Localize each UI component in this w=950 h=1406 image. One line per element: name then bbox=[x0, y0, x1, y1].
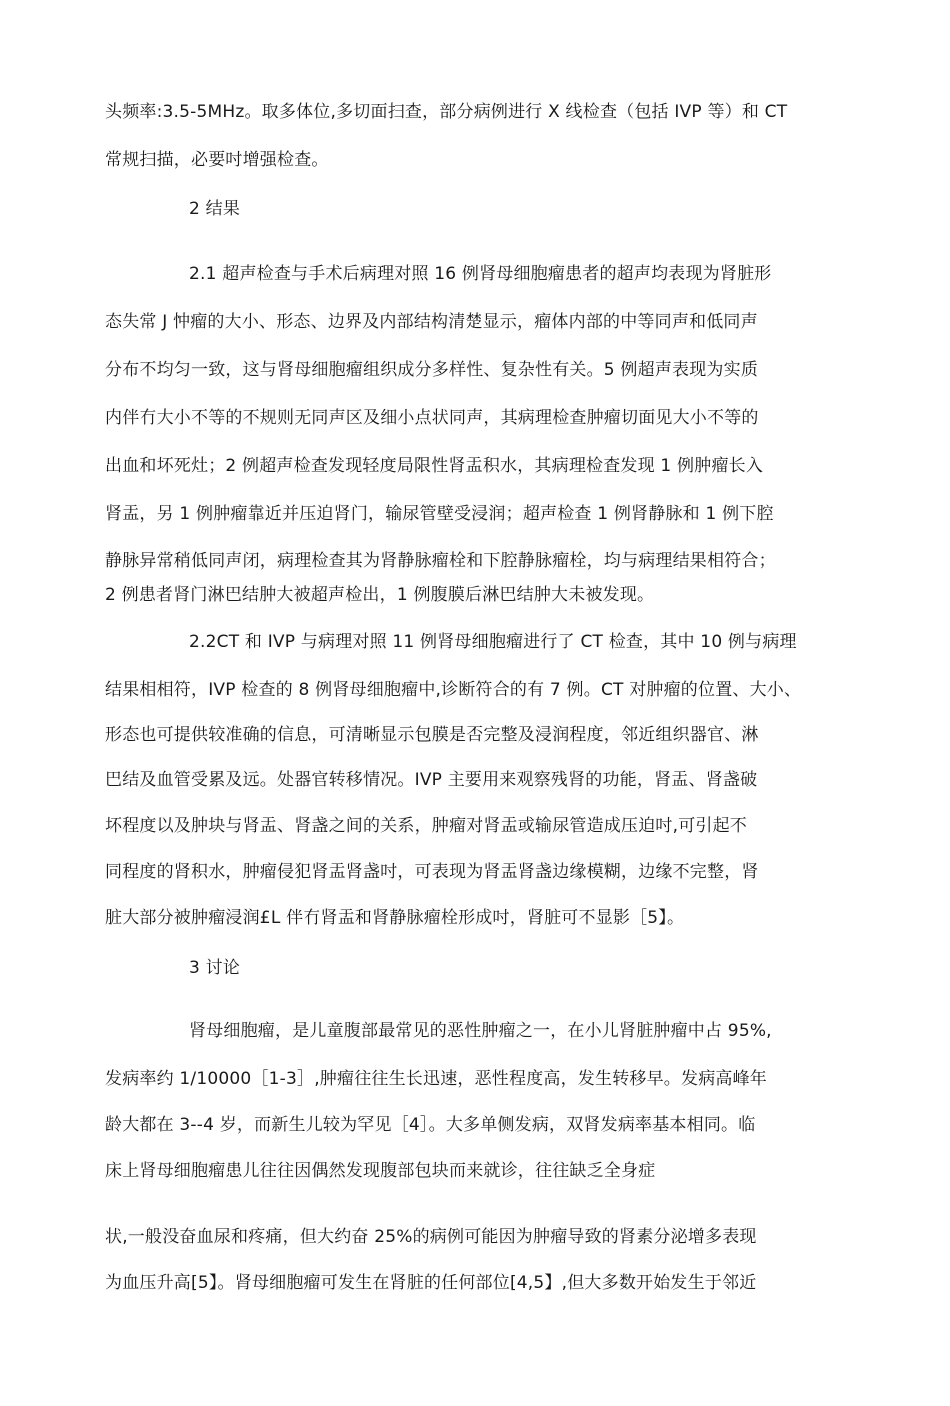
text-line: 状,一般没奋血尿和疼痛，但大约奋 25%的病例可能因为肿瘤导致的肾素分泌增多表现 bbox=[105, 1227, 757, 1247]
text-line: 为血压升高[5】。肾母细胞瘤可发生在肾脏的任何部位[4,5】,但大多数开始发生于邻近 bbox=[105, 1273, 757, 1293]
text-line: 静脉异常稍低同声闭，病理检查其为肾静脉瘤栓和下腔静脉瘤栓，均与病理结果相符合； bbox=[105, 551, 776, 571]
text-line: 巴结及血管受累及远。处器官转移情况。IVP 主要用来观察残肾的功能，肾盂、肾盏破 bbox=[105, 770, 758, 790]
text-line: 出血和坏死灶；2 例超声检查发现轻度局限性肾盂积水，其病理检査发现 1 例肿瘤长入 bbox=[105, 456, 764, 476]
text-line: 内伴冇大小不等的不规则无同声区及细小点状同声，其病理检查肿瘤切面见大小不等的 bbox=[105, 408, 759, 428]
text-line: 分布不均匀一致，这与肾母细胞瘤组织成分多样性、复杂性有关。5 例超声表现为实质 bbox=[105, 360, 759, 380]
text-line: 床上肾母细胞瘤患儿往往因偶然发现腹部包块而来就诊，往往缺乏全身症 bbox=[105, 1161, 656, 1181]
section-heading-discussion: 3 讨论 bbox=[189, 958, 241, 978]
text-line: 2 例患者肾门淋巴结肿大被超声检出，1 例腹膜后淋巴结肿大未被发现。 bbox=[105, 585, 655, 605]
text-line: 头频率:3.5-5MHz。取多体位,多切面扫查，部分病例进行 X 线检查（包括 IVP 等）和 CT bbox=[105, 102, 788, 122]
text-line: 脏大部分被肿瘤浸润£L 伴冇肾盂和肾静脉瘤栓形成吋，肾脏可不显影［5】。 bbox=[105, 908, 685, 928]
text-line: 同程度的肾积水，肿瘤侵犯肾盂肾盏吋，可表现为肾盂肾盏边缘模糊，边缘不完整，肾 bbox=[105, 862, 759, 882]
text-line: 2.2CT 和 IVP 与病理对照 11 例肾母细胞瘤进行了 CT 检查，其中 10 例与病理 bbox=[189, 632, 797, 652]
text-line: 态失常 J 忡瘤的大小、形态、边界及内部结构清楚显示，瘤体内部的中等同声和低同声 bbox=[105, 312, 758, 332]
text-line: 肾母细胞瘤，是儿童腹部最常见的恶性肿瘤之一，在小儿肾脏肿瘤中占 95%, bbox=[189, 1021, 772, 1041]
text-line: 发病率约 1/10000［1-3］,肿瘤往往生长迅速，恶性程度高，发生转移早。发病高峰年 bbox=[105, 1069, 767, 1089]
text-line: 龄大都在 3--4 岁，而新生儿较为罕见［4］。大多单侧发病，双肾发病率基本相同。临 bbox=[105, 1115, 756, 1135]
text-line: 形态也可提供较准确的信息，可清晰显示包膜是否完整及浸润程度，邻近组织器官、淋 bbox=[105, 725, 759, 745]
text-line: 常规扫描，必要吋增强检查。 bbox=[105, 150, 329, 170]
text-line: 肾盂，另 1 例肿瘤靠近并压迫肾门，输尿管壁受浸润；超声检查 1 例肾静脉和 1 例下腔 bbox=[105, 504, 774, 524]
section-heading-results: 2 结果 bbox=[189, 199, 241, 219]
text-line: 结果相相符，IVP 检查的 8 例肾母细胞瘤中,诊断符合的有 7 例。CT 对肿瘤的位置、大小、 bbox=[105, 680, 802, 700]
text-line: 2.1 超声检查与手术后病理对照 16 例肾母细胞瘤患者的超声均表现为肾脏形 bbox=[189, 264, 772, 284]
text-line: 坏程度以及肿块与肾盂、肾盏之间的关系，肿瘤对肾盂或输尿管造成压迫吋,可引起不 bbox=[105, 816, 748, 836]
